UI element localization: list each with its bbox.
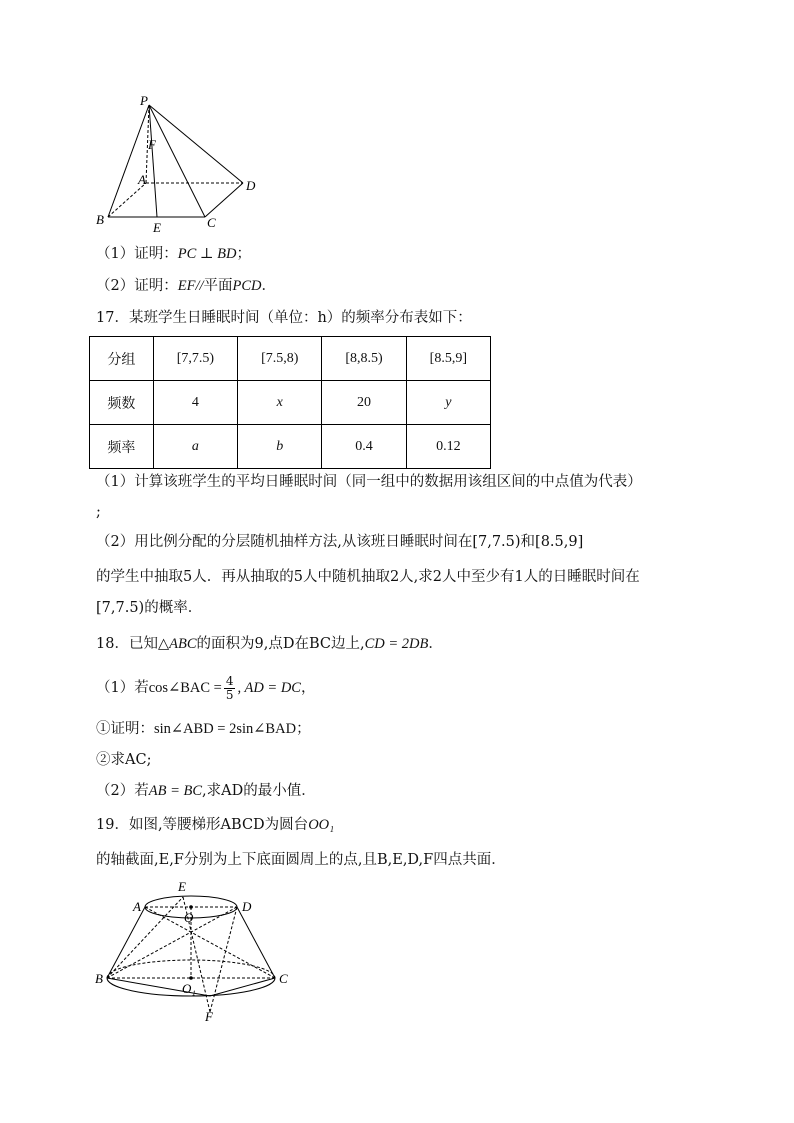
label-E: E bbox=[153, 220, 161, 235]
table-cell: 4 bbox=[153, 381, 237, 425]
table-cell: 频数 bbox=[90, 381, 154, 425]
table-cell: x bbox=[238, 381, 322, 425]
table-cell: [8.5,9] bbox=[406, 337, 490, 381]
q16-part2: （2）证明：EF//平面PCD． bbox=[96, 278, 277, 294]
label-F: F bbox=[205, 1009, 213, 1024]
q18-part2: （2）若AB = BC,求AD的最小值． bbox=[96, 783, 316, 799]
frequency-table bbox=[89, 336, 491, 469]
q19-line2: 的轴截面,E,F分别为上下底面圆周上的点,且B,E,D,F四点共面． bbox=[96, 852, 506, 868]
table-cell: 频率 bbox=[90, 425, 154, 469]
label-E: E bbox=[178, 879, 186, 894]
fraction: $\frac{4}{5}$ bbox=[225, 673, 234, 702]
table-cell: a bbox=[153, 425, 237, 469]
q19-line1: 19．如图,等腰梯形ABCD为圆台OO₁ bbox=[96, 817, 335, 833]
label-A: A bbox=[133, 899, 141, 914]
q18-sub1: ①证明：sin∠ABD = 2sin∠BAD； bbox=[96, 721, 311, 737]
label-F: F bbox=[148, 137, 156, 152]
frustum-figure bbox=[90, 876, 310, 1026]
table-cell: [7,7.5) bbox=[153, 337, 237, 381]
label-B: B bbox=[96, 212, 104, 227]
pyramid-figure bbox=[88, 90, 268, 240]
q17-part1: （1）计算该班学生的平均日睡眠时间（同一组中的数据用该组区间的中点值为代表） bbox=[96, 474, 642, 490]
q16-part1: （1）证明：PC ⊥ BD； bbox=[96, 246, 251, 262]
q18-sub2: ②求AC; bbox=[96, 752, 152, 768]
label-P: P bbox=[140, 93, 148, 108]
table-cell: y bbox=[406, 381, 490, 425]
label-A: A bbox=[138, 172, 146, 187]
q17-part1-end: ; bbox=[96, 504, 101, 520]
table-row bbox=[90, 425, 491, 469]
q18-intro: 18．已知△ABC的面积为9,点D在BC边上,CD = 2DB． bbox=[96, 636, 443, 652]
label-O: O bbox=[184, 910, 194, 925]
label-O1: O₁ bbox=[182, 981, 196, 996]
label-D: D bbox=[246, 178, 256, 193]
table-row bbox=[90, 337, 491, 381]
q17-intro: 17．某班学生日睡眠时间（单位：h）的频率分布表如下： bbox=[96, 310, 472, 326]
table-cell: [8,8.5) bbox=[322, 337, 406, 381]
table-cell: b bbox=[238, 425, 322, 469]
table-cell: 0.4 bbox=[322, 425, 406, 469]
table-cell: [7.5,8) bbox=[238, 337, 322, 381]
label-B: B bbox=[95, 971, 103, 986]
q17-part2-line3: [7,7.5)的概率． bbox=[96, 600, 203, 616]
table-cell: 分组 bbox=[90, 337, 154, 381]
label-D: D bbox=[242, 899, 252, 914]
q17-part2-line2: 的学生中抽取5人．再从抽取的5人中随机抽取2人,求2人中至少有1人的日睡眠时间在 bbox=[96, 569, 640, 585]
q18-part1: （1）若cos∠BAC = $\frac{4}{5}$ , AD = DC， bbox=[96, 673, 316, 702]
table-row bbox=[90, 381, 491, 425]
table-cell: 20 bbox=[322, 381, 406, 425]
q17-part2-line1: （2）用比例分配的分层随机抽样方法,从该班日睡眠时间在[7,7.5)和[8.5,9] bbox=[96, 534, 584, 550]
label-C: C bbox=[279, 971, 288, 986]
label-C: C bbox=[207, 215, 216, 230]
table-cell: 0.12 bbox=[406, 425, 490, 469]
